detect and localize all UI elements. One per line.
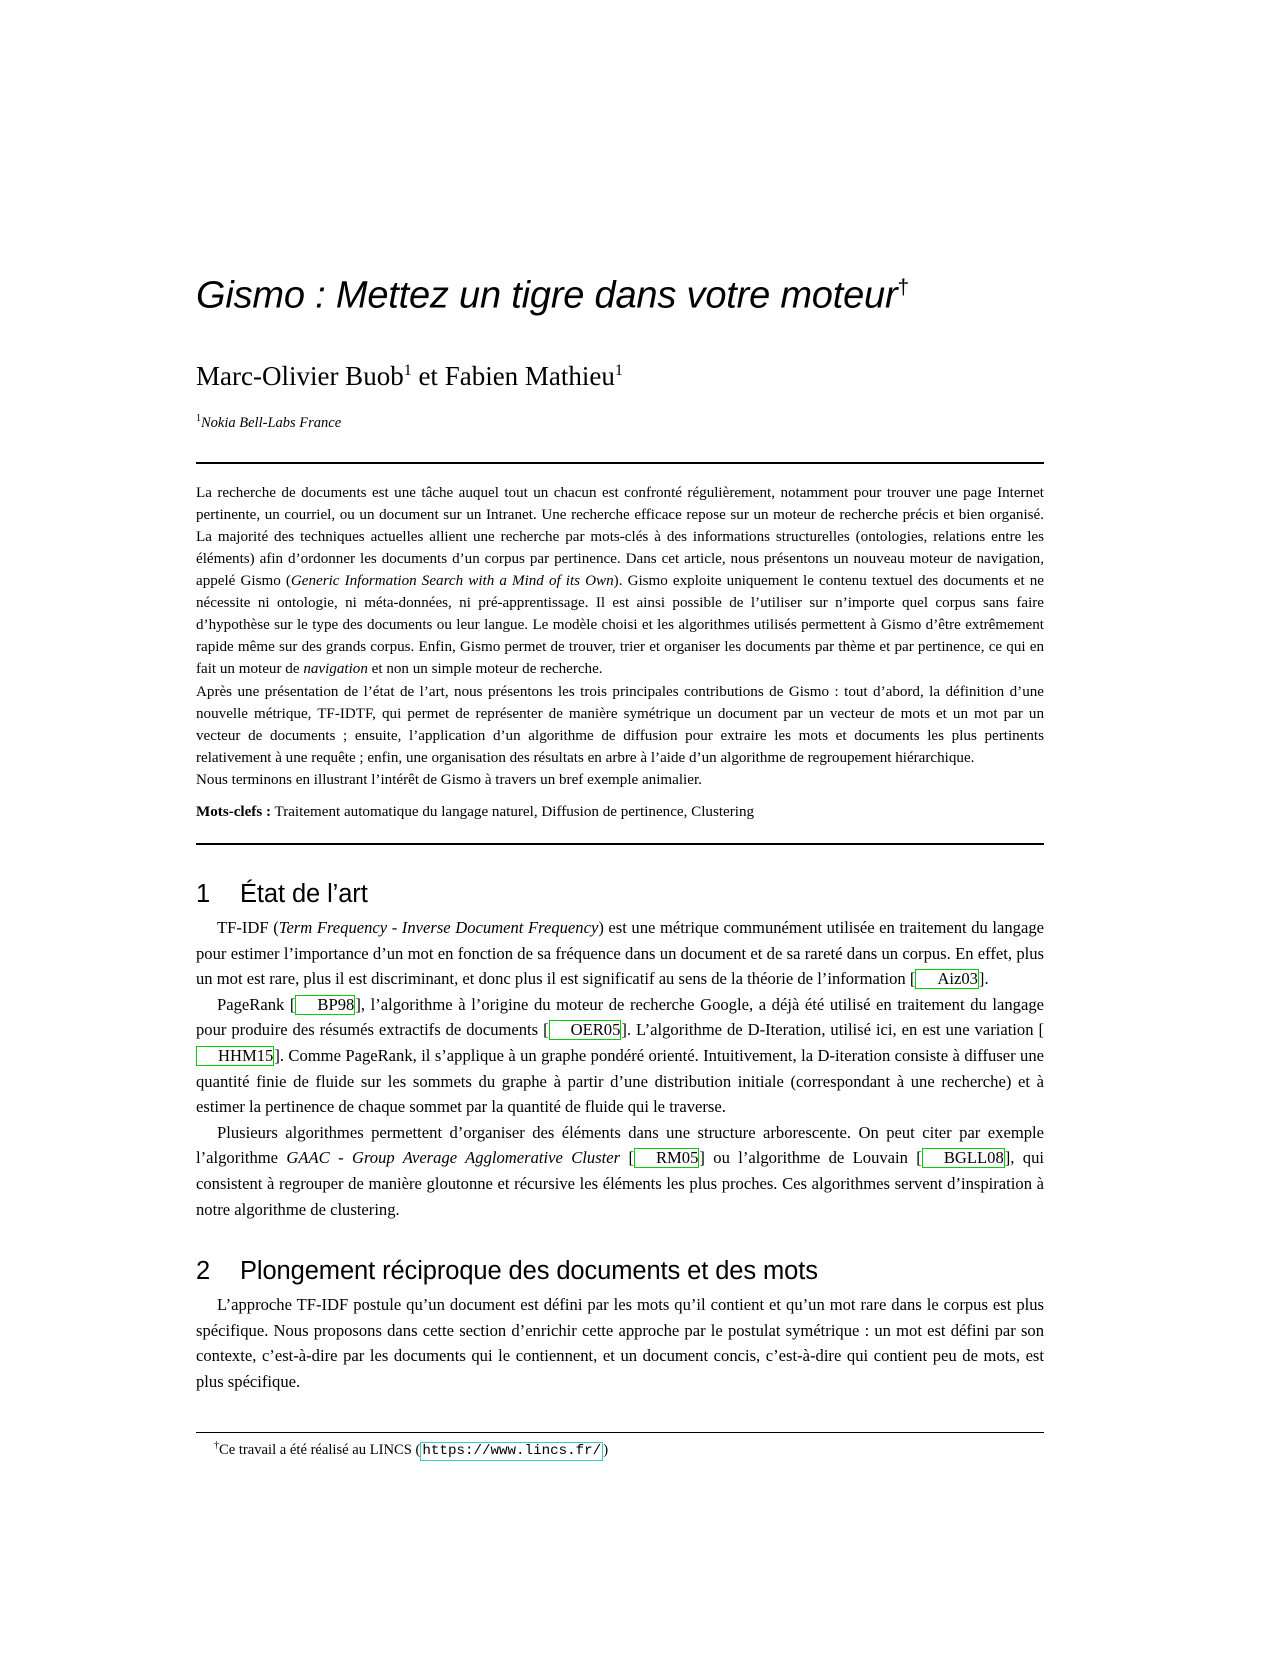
section-2-body [196, 1292, 1044, 1394]
affiliation-marker: 1 [196, 412, 201, 424]
footnote-separator-rule [196, 1432, 1044, 1433]
s1p1-part2: ) est une métrique communément utilisée en traitement du langage pour estimer l’importance d’un mot en fonction de sa fréquence dans un document et de sa rareté dans un corpus. En effet, plus un mot est rare, plus il est discriminant, et donc plus il est significatif au sens de la théorie de l’information [ [196, 918, 1044, 989]
lincs-url-link[interactable]: https://www.lincs.fr/ [422, 1443, 602, 1459]
section-1-paragraph-3 [196, 1120, 1044, 1222]
s1p3-part2: [ [620, 1148, 634, 1168]
citation-link-bgll08[interactable]: BGLL08 [922, 1148, 1005, 1168]
page-content [196, 0, 1044, 1395]
citation-link-hhm15[interactable]: HHM15 [196, 1046, 274, 1066]
s1p3-emphasis: GAAC - Group Average Agglomerative Cluster [286, 1148, 621, 1168]
s1p2-part4: ]. Comme PageRank, il s’applique à un graphe pondéré orienté. Intuitivement, la D-iteration consiste à diffuser une quantité finie de fluide sur les sommets du graphe à partir d’une distribution initiale (correspondant à une recherche) et à estimer la pertinence de chaque sommet par la quantité de fluide qui le traverse. [196, 1046, 1044, 1117]
citation-link-bp98[interactable]: BP98 [295, 995, 355, 1015]
abstract-keywords [196, 791, 1044, 823]
s1p1-part3: ]. [978, 969, 989, 989]
s1p1-emphasis: Term Frequency - Inverse Document Frequency [278, 918, 599, 938]
abstract-paragraph-3: Nous terminons en illustrant l’intérêt de Gismo à travers un bref exemple animalier. [196, 771, 702, 788]
title-footnote-marker: † [897, 276, 909, 299]
affiliation-text: Nokia Bell-Labs France [201, 414, 342, 431]
s1p3-part4: ], qui consistent à regrouper de manière gloutonne et récursive les éléments les plus proches. Ces algorithmes servent d’inspiration à notre algorithme de clustering. [196, 1148, 1045, 1219]
author-1-affiliation-marker: 1 [403, 361, 412, 379]
s1p2-part1: PageRank [ [217, 994, 296, 1014]
section-1-paragraph-2 [196, 992, 1044, 1120]
citation-link-rm05[interactable]: RM05 [634, 1148, 699, 1168]
author-1: Marc-Olivier Buob [196, 360, 404, 391]
section-heading-2 [196, 1222, 1044, 1292]
section-2-paragraph-1: L’approche TF-IDF postule qu’un document est défini par les mots qu’il contient et qu’un mot rare dans le corpus est plus spécifique. Nous proposons dans cette section d’enrichir cette approche par le postulat symétrique : un mot est défini par son contexte, c’est-à-dire par les documents qui le contiennent, et un document concis, c’est-à-dire qui contient peu de mots, est plus spécifique. [196, 1295, 1044, 1391]
abstract-p1-part1: La recherche de documents est une tâche auquel tout un chacun est confronté régulièrement, notamment pour trouver une page Internet pertinente, un courriel, ou un document sur un Intranet. Une recherche efficace repose sur un moteur de recherche précis et bien organisé. La majorité des techniques actuelles allient une recherche par mots-clés à des informations structurelles (ontologies, relations entre les éléments) afin d’ordonner les documents d’un corpus par pertinence. Dans cet article, nous présentons un nouveau moteur de navigation, appelé Gismo ( [196, 484, 1044, 590]
s1p3-part1: Plusieurs algorithmes permettent d’organiser des éléments dans une structure arborescente. On peut citer par exemple l’algorithme [196, 1122, 1044, 1168]
s1p1-part1: TF-IDF ( [217, 918, 279, 938]
footnote-text-after: ) [603, 1442, 609, 1458]
author-separator: et Fabien Mathieu [411, 360, 615, 391]
section-1-body [196, 915, 1044, 1222]
author-list [196, 318, 1044, 392]
title-text: Gismo : Mettez un tigre dans votre moteur [196, 274, 898, 317]
abstract-block [196, 464, 1044, 823]
page-title [196, 0, 1044, 318]
keywords-label: Mots-clefs : [196, 803, 272, 820]
citation-link-aiz03[interactable]: Aiz03 [915, 969, 979, 989]
abstract-p1-emphasis-1: Generic Information Search with a Mind of its Own [290, 573, 614, 590]
abstract-paragraph-2: Après une présentation de l’état de l’art, nous présentons les trois principales contributions de Gismo : tout d’abord, la définition d’une nouvelle métrique, TF-IDTF, qui permet de représenter de manière symétrique un document par un vecteur de mots et un mot par un vecteur de documents ; ensuite, l’application d’un algorithme de diffusion pour extraire les mots et documents les plus pertinents relativement à une requête ; enfin, une organisation des résultats en arbre à l’aide d’un algorithme de regroupement hiérarchique. [196, 683, 1044, 766]
author-2-affiliation-marker: 1 [614, 361, 623, 379]
abstract-p1-part2: ). Gismo exploite uniquement le contenu textuel des documents et ne nécessite ni ontologie, ni méta-données, ni pré-apprentissage. Il est ainsi possible de l’utiliser sur n’importe quel corpus sans faire d’hypothèse sur le type des documents ou leur langue. Le modèle choisi et les algorithmes utilisés permettent à Gismo d’être extrêmement rapide même sur des grands corpus. Enfin, Gismo permet de trouver, trier et organiser les documents par thème et par pertinence, ce qui en fait un moteur de [196, 573, 1044, 678]
section-1-number: 1 [196, 880, 211, 909]
s1p3-part3: ] ou l’algorithme de Louvain [ [699, 1148, 922, 1168]
abstract-p1-emphasis-2: navigation [303, 661, 368, 678]
s1p2-part2: ], l’algorithme à l’origine du moteur de recherche Google, a déjà été utilisé en traitement du langage pour produire des résumés extractifs de documents [ [196, 994, 1044, 1040]
abstract-paragraph-1 [196, 482, 1044, 681]
keywords-value: Traitement automatique du langage naturel, Diffusion de pertinence, Clustering [271, 803, 755, 820]
footnote-text-before: Ce travail a été réalisé au LINCS ( [219, 1442, 421, 1458]
footnote [196, 1440, 1044, 1461]
section-heading-1 [196, 845, 1044, 915]
s1p2-part3: ]. L’algorithme de D-Iteration, utilisé ici, en est une variation [ [621, 1020, 1044, 1040]
abstract-p1-part3: et non un simple moteur de recherche. [367, 661, 603, 678]
citation-link-oer05[interactable]: OER05 [549, 1020, 622, 1040]
section-2-title: Plongement réciproque des documents et des mots [240, 1257, 818, 1286]
affiliation [196, 392, 1044, 432]
footnote-marker: † [214, 1440, 219, 1452]
section-1-paragraph-1 [196, 915, 1044, 992]
section-2-number: 2 [196, 1257, 211, 1286]
section-1-title: État de l’art [240, 880, 368, 909]
